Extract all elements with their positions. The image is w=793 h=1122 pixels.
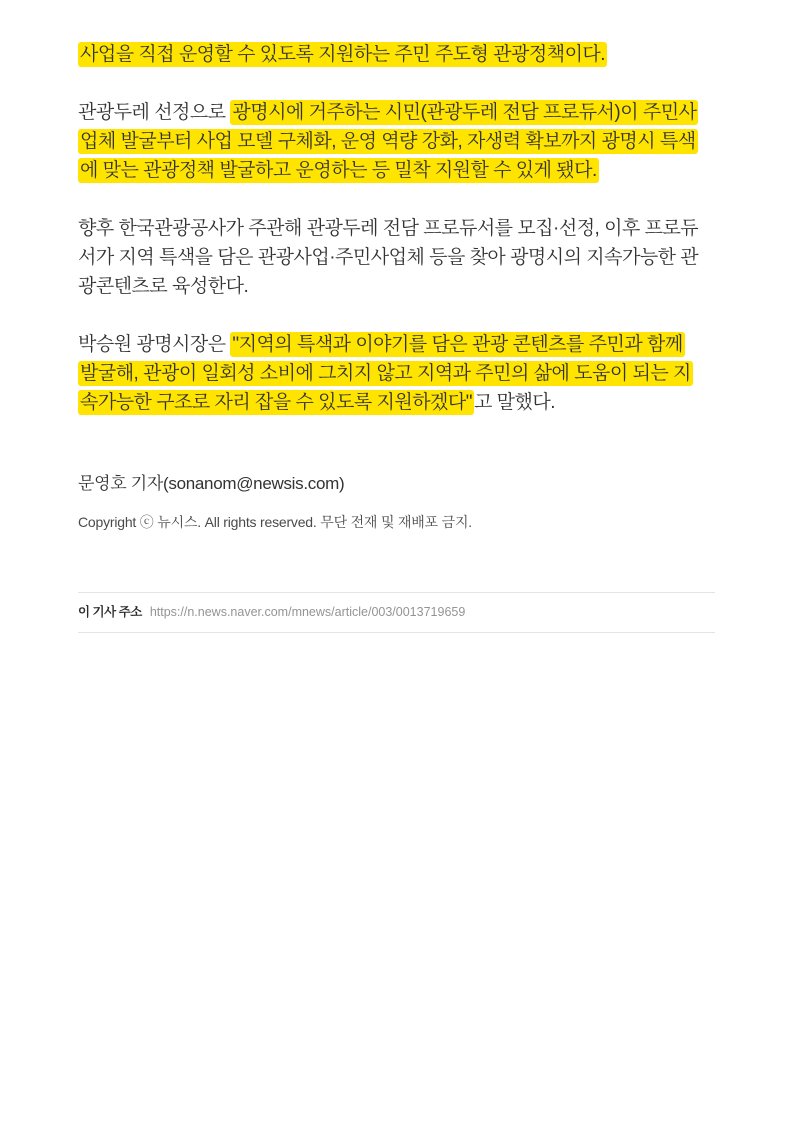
text-line: [78, 272, 726, 301]
highlighted-quote-text: 속가능한 구조로 자리 잡을 수 있도록 지원하겠다": [80, 392, 472, 413]
body-text: 향후 한국관광공사가 주관해 관광두레 전담 프로듀서를 모집·선정, 이후 프로듀: [78, 218, 699, 239]
text-line: [78, 156, 726, 185]
text-line: [78, 243, 726, 272]
highlighted-text: 사업을 직접 운영할 수 있도록 지원하는 주민 주도형 관광정책이다.: [80, 44, 606, 65]
article-url-row: [78, 602, 715, 622]
highlighted-quote-text: "지역의 특색과 이야기를 담은 관광 콘텐츠를 주민과 함께: [232, 334, 683, 355]
divider-top: [78, 592, 715, 593]
body-text: 서가 지역 특색을 담은 관광사업·주민사업체 등을 찾아 광명시의 지속가능한 관: [78, 247, 699, 268]
body-text: 박승원 광명시장은: [78, 334, 231, 355]
text-line: [78, 214, 726, 243]
paragraph: [78, 330, 726, 417]
text-line: [78, 359, 726, 388]
text-line: [78, 388, 726, 417]
text-line: [78, 330, 726, 359]
reporter-byline: 문영호 기자(sonanom@newsis.com): [78, 474, 345, 493]
highlighted-text: 광명시에 거주하는 시민(관광두레 전담 프로듀서)이 주민사: [232, 102, 697, 123]
paragraph: [78, 40, 726, 69]
body-text: 고 말했다.: [474, 392, 555, 413]
divider-bottom: [78, 632, 715, 633]
article-url-label: 이 기사 주소: [78, 605, 142, 619]
highlighted-quote-text: 발굴해, 관광이 일회성 소비에 그치지 않고 지역과 주민의 삶에 도움이 되는 지: [80, 363, 691, 384]
text-line: [78, 98, 726, 127]
highlighted-text: 에 맞는 관광정책 발굴하고 운영하는 등 밀착 지원할 수 있게 됐다.: [80, 160, 597, 181]
article-url-link[interactable]: https://n.news.naver.com/mnews/article/003/0013719659: [149, 605, 466, 619]
paragraph: [78, 214, 726, 301]
body-text: 광콘텐츠로 육성한다.: [78, 276, 249, 297]
body-text: 관광두레 선정으로: [78, 102, 231, 123]
article-body: [78, 40, 726, 446]
text-line: [78, 127, 726, 156]
copyright-notice: Copyright ⓒ 뉴시스. All rights reserved. 무단 전재 및 재배포 금지.: [78, 514, 472, 530]
text-line: [78, 40, 726, 69]
paragraph: [78, 98, 726, 185]
highlighted-text: 업체 발굴부터 사업 모델 구체화, 운영 역량 강화, 자생력 확보까지 광명시 특색: [80, 131, 696, 152]
